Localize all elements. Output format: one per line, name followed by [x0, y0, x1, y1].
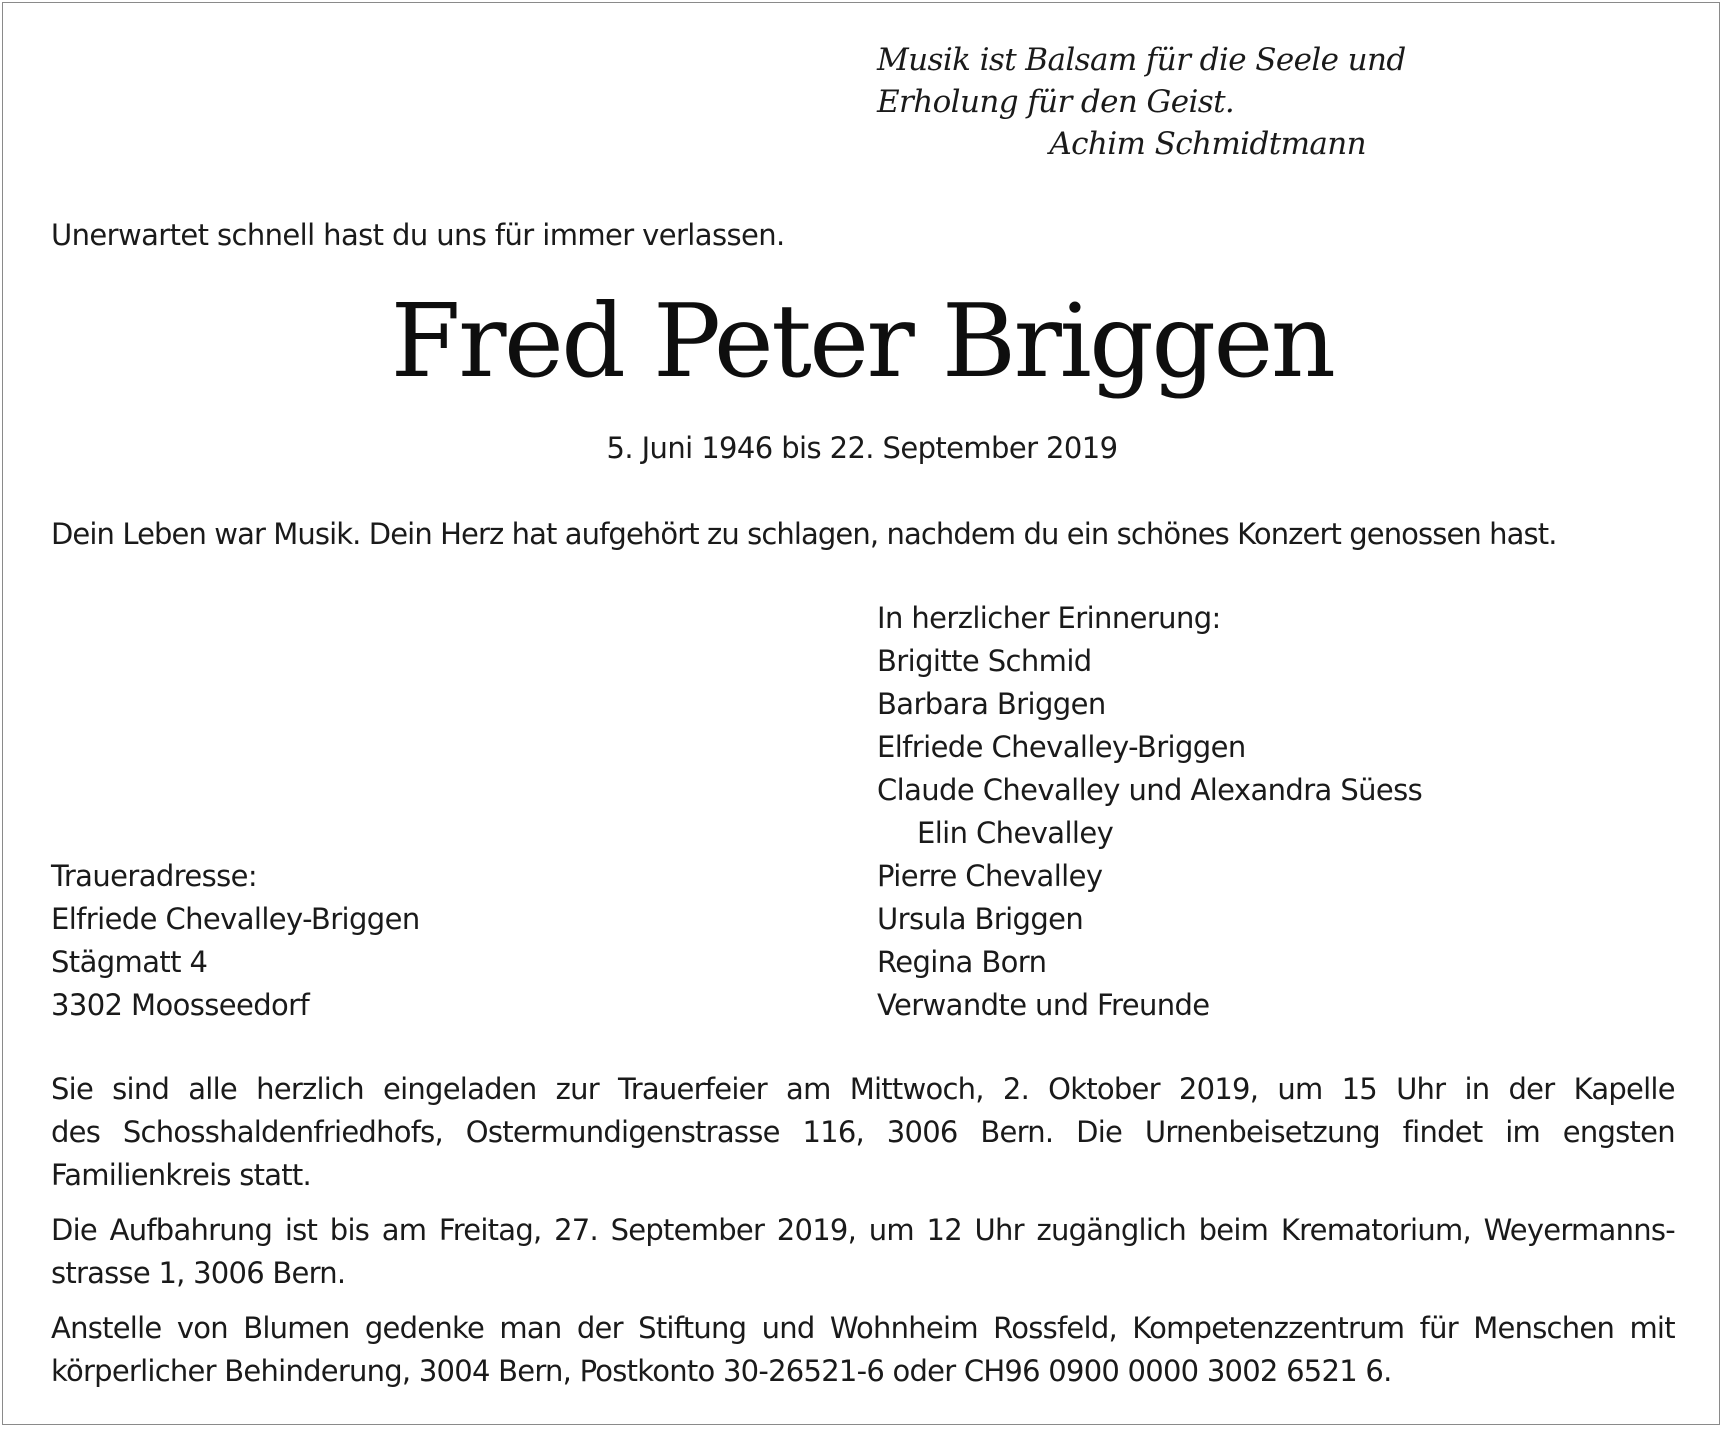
mourner-name: Pierre Chevalley — [877, 859, 1103, 893]
viewing-paragraph-line: strasse 1, 3006 Bern. — [51, 1256, 346, 1290]
intro-text: Unerwartet schnell hast du uns für immer verlassen. — [51, 218, 785, 252]
motto-line-1: Musik ist Balsam für die Seele und — [877, 42, 1406, 78]
deceased-name: Fred Peter Briggen — [390, 282, 1334, 400]
obituary-notice — [2, 2, 1720, 1425]
funeral-paragraph — [51, 1068, 1675, 1197]
mourner-name: Claude Chevalley und Alexandra Süess — [877, 773, 1423, 807]
mourner-name: Brigitte Schmid — [877, 644, 1092, 678]
address-name: Elfriede Chevalley-Briggen — [51, 902, 420, 936]
mourners-list — [877, 597, 1422, 1027]
viewing-paragraph — [51, 1209, 1675, 1295]
donation-paragraph — [51, 1307, 1675, 1393]
donation-paragraph-line: Anstelle von Blumen gedenke man der Stiftung und Wohnheim Rossfeld, Kompetenzzentrum für Menschen mit — [51, 1311, 1675, 1345]
mourner-name: Barbara Briggen — [877, 687, 1106, 721]
address-street: Stägmatt 4 — [51, 945, 208, 979]
life-dates: 5. Juni 1946 bis 22. September 2019 — [606, 431, 1118, 465]
funeral-paragraph-line: Sie sind alle herzlich eingeladen zur Trauerfeier am Mittwoch, 2. Oktober 2019, um 15 Uhr in der Kapelle — [51, 1072, 1675, 1106]
mourner-name: Verwandte und Freunde — [877, 988, 1210, 1022]
motto-quote — [877, 39, 1406, 165]
mourner-name: Elin Chevalley — [917, 816, 1114, 850]
mourner-name: Regina Born — [877, 945, 1047, 979]
mourner-name: Elfriede Chevalley-Briggen — [877, 730, 1246, 764]
donation-paragraph-line: körperlicher Behinderung, 3004 Bern, Postkonto 30-26521-6 oder CH96 0900 0000 3002 6521 6. — [51, 1354, 1392, 1388]
viewing-paragraph-line: Die Aufbahrung ist bis am Freitag, 27. September 2019, um 12 Uhr zugänglich beim Krematorium, Weyermanns- — [51, 1213, 1675, 1247]
motto-line-2: Erholung für den Geist. — [877, 84, 1235, 120]
funeral-paragraph-line: des Schosshaldenfriedhofs, Ostermundigenstrasse 116, 3006 Bern. Die Urnenbeisetzung findet im engsten — [51, 1115, 1675, 1149]
mourning-address — [51, 855, 420, 1027]
mourner-name: Ursula Briggen — [877, 902, 1084, 936]
mourners-heading: In herzlicher Erinnerung: — [877, 601, 1221, 635]
life-text: Dein Leben war Musik. Dein Herz hat aufgehört zu schlagen, nachdem du ein schönes Konzert genossen hast. — [51, 517, 1557, 551]
address-heading: Traueradresse: — [51, 859, 258, 893]
address-city: 3302 Moosseedorf — [51, 988, 310, 1022]
funeral-paragraph-line: Familienkreis statt. — [51, 1158, 311, 1192]
motto-author: Achim Schmidtmann — [1049, 126, 1366, 162]
